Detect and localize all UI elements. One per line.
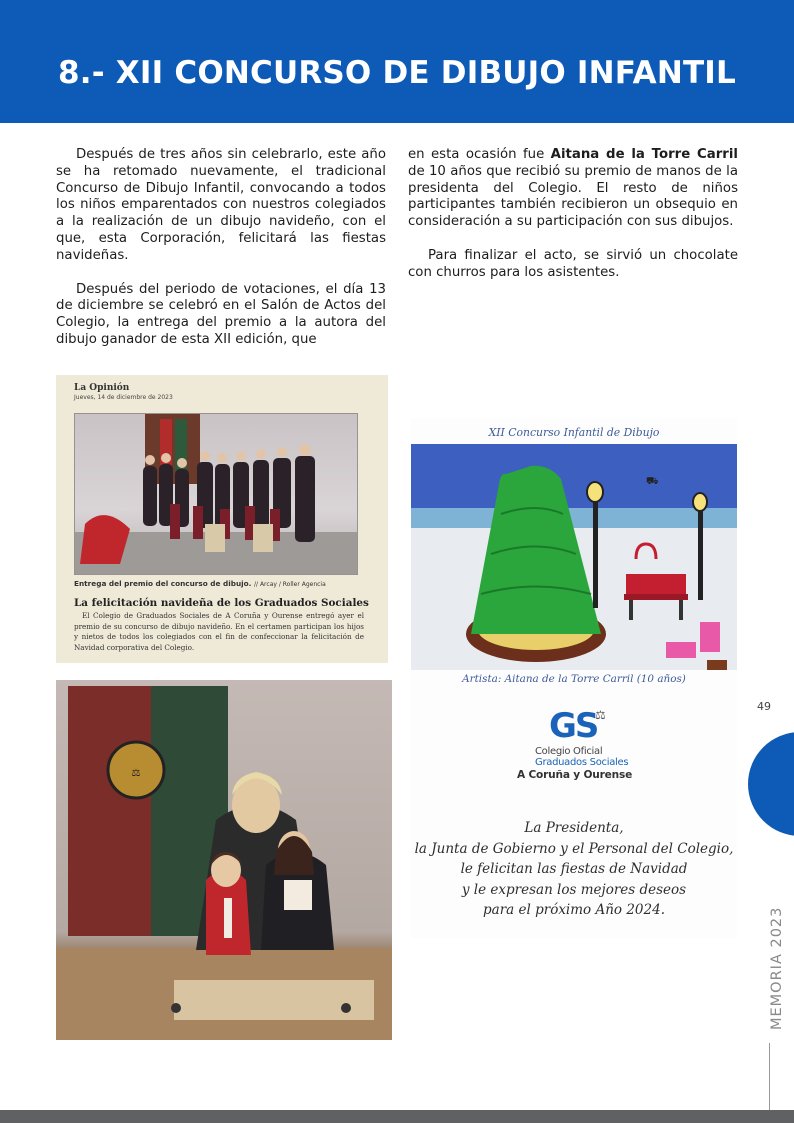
college-logo [517,706,635,786]
news-headline: La felicitación navideña de los Graduados Sociales [74,597,369,609]
divider [769,1043,770,1110]
article-column-right [408,147,738,299]
text: en esta ocasión fue [408,147,551,162]
artist-credit: Artista: Aitana de la Torre Carril (10 años) [462,673,686,685]
newspaper-date: Jueves, 14 de diciembre de 2023 [74,394,173,401]
winning-drawing [411,444,737,670]
newspaper-clipping [56,375,388,663]
svg-text:⚖: ⚖ [131,768,141,779]
photo-credit: // Arcay / Roller Agencia [254,581,326,588]
greeting-line: la Junta de Gobierno y el Personal del Colegio, [414,840,734,857]
paragraph: Para finalizar el acto, se sirvió un chocolate con churros para los asistentes. [408,247,738,280]
paragraph [408,147,738,231]
text: de 10 años que recibió su premio de manos de la presidenta del Colegio. El resto de niños participantes también recibieron un obsequio en consideración a su participación con sus dibujos. [408,163,738,230]
logo-line: Colegio Oficial [535,746,603,757]
logo-mark: GS [549,706,598,746]
news-body: El Colegio de Graduados Sociales de A Coruña y Ourense entregó ayer el premio de su concurso de dibujo navideño. En el certamen participan los hijos y nietos de todos los colegiados con el fin de confeccionar la felicitación de Navidad corporativa del Colegio. [74,611,364,652]
photo-caption [74,579,326,588]
section-label: MEMORIA 2023 [769,906,785,1030]
page-title: 8.- XII CONCURSO DE DIBUJO INFANTIL [58,55,736,91]
page-number: 49 [757,700,771,713]
caption-text: Entrega del premio del concurso de dibujo. [74,579,252,588]
card-title: XII Concurso Infantil de Dibujo [488,426,660,439]
svg-text:⛟: ⛟ [646,476,659,487]
greeting-line: para el próximo Año 2024. [483,902,665,919]
christmas-card [411,418,737,938]
group-photo [74,413,358,575]
award-photo [56,680,392,1040]
christmas-greeting [411,818,737,921]
scales-icon: ⚖ [595,708,606,722]
newspaper-name: La Opinión [74,383,130,393]
decorative-half-circle [748,732,794,836]
greeting-line: La Presidenta, [524,820,624,836]
logo-line: A Coruña y Ourense [517,769,633,781]
greeting-line: le felicitan las fiestas de Navidad [460,861,688,878]
article-column-left [56,147,386,366]
paragraph: Después del periodo de votaciones, el día 13 de diciembre se celebró en el Salón de Actos del Colegio, la entrega del premio a la autora del dibujo ganador de esta XII edición, que [56,281,386,347]
paragraph: Después de tres años sin celebrarlo, este año se ha retomado nuevamente, el tradicional Concurso de Dibujo Infantil, convocando a todos los niños emparentados con nuestros colegiados a la realización de un dibujo navideño, con el que, esta Corporación, felicitará las fiestas navideñas. [56,147,386,263]
logo-line: Graduados Sociales [535,757,629,768]
page-footer-bar [0,1110,794,1123]
greeting-line: y le expresan los mejores deseos [461,881,687,898]
winner-name: Aitana de la Torre Carril [550,147,738,162]
page-header [0,0,794,123]
